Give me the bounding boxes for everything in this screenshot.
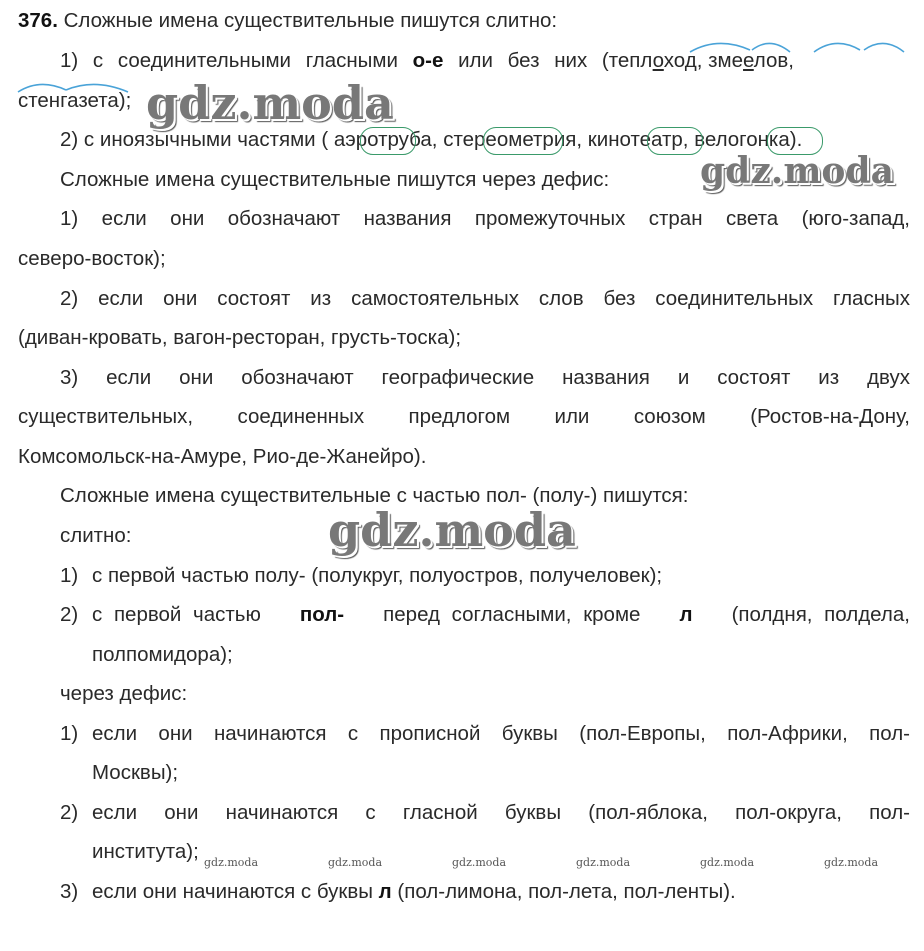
foreign-part-velo: вело [694, 128, 740, 151]
foreign-part-aero: аэро [333, 128, 379, 151]
s1-item2-text: 2) с иноязычными частями ( [60, 128, 329, 151]
word-rest: труба, [378, 128, 438, 151]
s1-item1-text-b: или без них ( [443, 49, 609, 72]
t2-part-d: (полдня, полдела, [719, 603, 910, 626]
together-label: слитно: [60, 524, 132, 547]
root-arc-lov [864, 43, 904, 52]
watermark-small-6: gdz.moda [824, 856, 879, 869]
s2-item1-line2: северо-восток); [18, 247, 166, 270]
exercise-number: 376. [18, 9, 58, 32]
root-arc-khod [752, 43, 790, 52]
word-rest: театр, [630, 128, 689, 151]
t2-line1 [92, 602, 910, 628]
section-1-title: Сложные имена существительные пишутся слитно: [63, 9, 558, 32]
watermark-small-4: gdz.moda [576, 856, 631, 869]
t2-letter-l: л [679, 603, 693, 626]
s2-item3-line3: Комсомольск-на-Амуре, Рио-де-Жанейро). [18, 445, 427, 468]
t2-pol: пол- [299, 603, 345, 626]
watermark-1: gdz.moda [146, 76, 394, 130]
word-rest: гонка). [739, 128, 803, 151]
word-rest: метрия, [508, 128, 583, 151]
word-part: ход [663, 49, 697, 72]
h3-part-a: если они начинаются с буквы [92, 880, 379, 903]
h2-number: 2) [60, 801, 79, 824]
s2-item1-line1: 1) если они обозначают названия промежуточных стран света (юго-запад, [60, 207, 910, 230]
word-part: тепл [608, 49, 653, 72]
word-part: зме [708, 49, 744, 72]
s1-item1-text: 1) с соединительными гласными [60, 49, 413, 72]
underlined-vowel: о [652, 49, 664, 72]
s2-item3-line2: существительных, соединенных предлогом или союзом (Ростов-на-Дону, [18, 405, 910, 428]
h1-number: 1) [60, 722, 79, 745]
root-arc-tepl [690, 43, 750, 52]
h2-line1: если они начинаются с гласной буквы (пол-яблока, пол-округа, пол- [92, 801, 910, 824]
oval-kino [647, 127, 703, 155]
s2-item2-line2: (диван-кровать, вагон-ресторан, грусть-тоска); [18, 326, 462, 349]
s2-item3-line1: 3) если они обозначают географические названия и состоят из двух [60, 366, 910, 389]
separator: , [696, 49, 709, 72]
root-arc-zme [814, 43, 860, 52]
h3-part-b: (пол-лимона, пол-лета, пол-ленты). [391, 880, 736, 903]
foreign-part-stereo: стерео [443, 128, 509, 151]
s2-item2-line1: 2) если они состоят из самостоятельных слов без соединительных гласных [60, 287, 910, 310]
h2-line2: института); [92, 840, 199, 863]
watermark-small-2: gdz.moda [328, 856, 383, 869]
oval-aero [360, 127, 416, 155]
watermark-small-3: gdz.moda [452, 856, 507, 869]
section-2-title: Сложные имена существительные пишутся через дефис: [60, 168, 610, 191]
foreign-part-kino: кино [587, 128, 631, 151]
h3-text [92, 879, 736, 905]
t1-number: 1) [60, 564, 79, 587]
s1-item1-line2: стенгазета); [18, 89, 132, 112]
h3-number: 3) [60, 880, 79, 903]
watermark-2: gdz.moda [700, 150, 894, 192]
t2-line2: полпомидора); [92, 643, 233, 666]
t2-number: 2) [60, 603, 79, 626]
t2-part-c: перед согласными, кроме [371, 603, 653, 626]
watermark-small-1: gdz.moda [204, 856, 259, 869]
word-part: лов [753, 49, 789, 72]
separator: , [788, 49, 794, 72]
section-3-title: Сложные имена существительные с частью пол- (полу-) пишутся: [60, 484, 689, 507]
hyphen-label: через дефис: [60, 682, 188, 705]
underlined-vowel: е [743, 49, 754, 72]
oval-stereo [483, 127, 563, 155]
h1-line1: если они начинаются с прописной буквы (пол-Европы, пол-Африки, пол- [92, 722, 910, 745]
watermark-small-5: gdz.moda [700, 856, 755, 869]
h1-line2: Москвы); [92, 761, 179, 784]
t1-text: с первой частью полу- (полукруг, полуостров, получеловек); [92, 564, 663, 587]
root-arcs [0, 0, 924, 120]
connecting-vowels: о-е [412, 49, 444, 72]
t2-part-a: с первой частью [92, 603, 273, 626]
watermark-3: gdz.moda [328, 503, 576, 557]
h3-letter-l: л [378, 880, 392, 903]
